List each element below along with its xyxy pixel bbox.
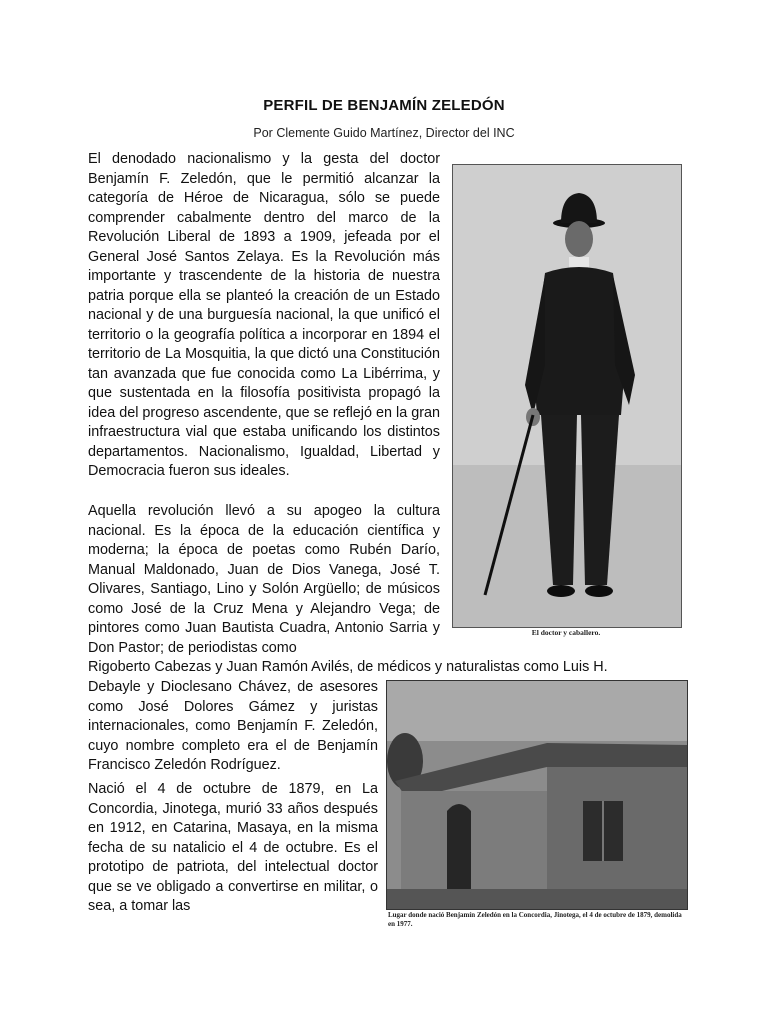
house-icon: [387, 681, 687, 909]
paragraph-2: Aquella revolución llevó a su apogeo la cultura nacional. Es la época de la educación científica y moderna; la época de poetas como Rubén Darío, Manual Maldonado, Juan de Dios Vanega, José T. Olivares, Santiago, Lino y Solón Argüello; de músicos como José de la Cruz Mena y Alejandro Vega; de pintores como Juan Bautista Cuadra, Antonio Sarria y Don Pastor; de periodistas como: [88, 503, 440, 656]
paragraph-2-continued: Debayle y Dioclesano Chávez, de asesores como José Dolores Gámez y juristas internacionales, como Benjamín F. Zeledón, cuyo nombre completo era el de Benjamín Francisco Zeledón Rodríguez.: [88, 679, 378, 773]
house-caption: Lugar donde nació Benjamín Zeledón en la Concordia, Jinotega, el 4 de octubre de 1879, demolida en 1977.: [388, 911, 682, 928]
paragraph-1: El denodado nacionalismo y la gesta del doctor Benjamín F. Zeledón, que le permitió alcanzar la categoría de Héroe de Nicaragua, sólo se puede comprender cabalmente dentro del marco de la Revolución Liberal de 1893 a 1909, jefeada por el General José Santos Zelaya. Es la Revolución más importante y trascendente de la historia de nuestra patria porque ella se planteó la creación de un Estado nacional y de una burguesía nacional, la que unificó el territorio o la geografía política a incorporar en 1894 el territorio de La Mosquitia, la que dictó una Constitución tan avanzada que fue conocida como La Libérrima, y que sustentada en la filosofía positivista propagó la idea del progreso ascendente, que se reflejó en la gran infraestructura vial que estaba unificando los distintos departamentos. Nacionalismo, Igualdad, Libertad y Democracia fueron sus ideales.: [88, 151, 441, 479]
portrait-photo: [452, 164, 682, 628]
byline: Por Clemente Guido Martínez, Director del INC: [253, 126, 515, 140]
page-title: PERFIL DE BENJAMÍN ZELEDÓN: [263, 97, 505, 114]
paragraph-2-full-line: Rigoberto Cabezas y Juan Ramón Avilés, de médicos y naturalistas como Luis H.: [88, 659, 608, 675]
portrait-figure-icon: [453, 165, 681, 627]
paragraph-3: Nació el 4 de octubre de 1879, en La Concordia, Jinotega, murió 33 años después en 1912, en Catarina, Masaya, en la misma fecha de su natalicio el 4 de octubre. Es el prototipo de patriota, del intelectual doctor que se ve obligado a convertirse en militar, o sea, a tomar las: [88, 781, 378, 914]
portrait-caption: El doctor y caballero.: [531, 628, 601, 637]
house-photo: [386, 680, 688, 910]
